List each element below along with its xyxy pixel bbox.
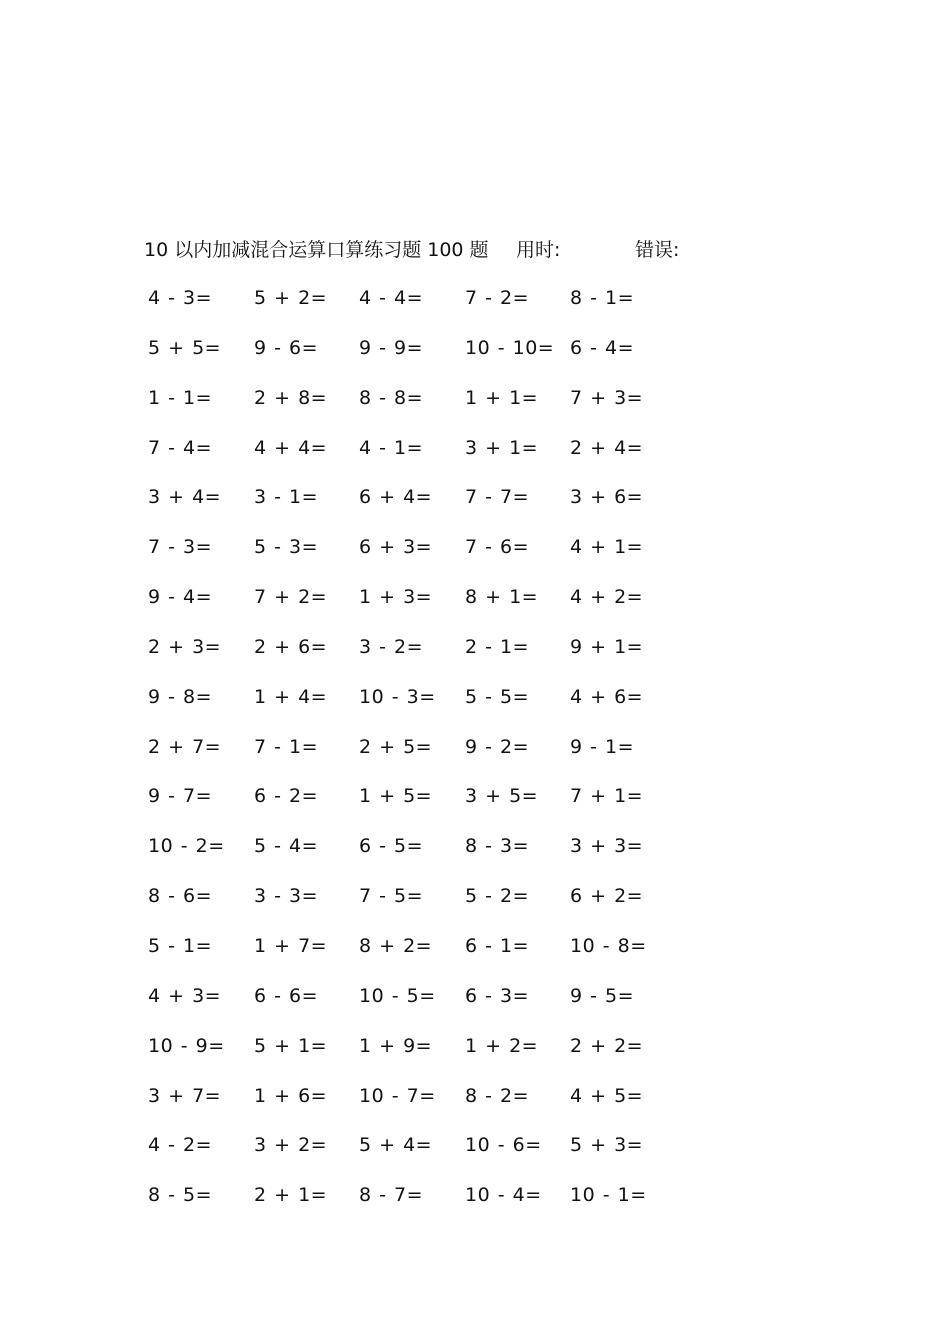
problem-item: 10 - 3=: [359, 685, 436, 708]
problem-item: 7 + 2=: [254, 586, 328, 609]
problem-item: 7 - 2=: [465, 287, 530, 309]
problem-item: 9 + 1=: [570, 635, 644, 658]
problem-item: 8 - 1=: [570, 287, 635, 309]
problem-item: 4 + 3=: [148, 984, 222, 1007]
problem-item: 3 + 1=: [465, 436, 539, 459]
problem-item: 3 + 6=: [570, 486, 644, 509]
problem-item: 2 + 5=: [359, 735, 433, 758]
problem-item: 3 - 2=: [359, 635, 424, 658]
problem-item: 3 + 2=: [254, 1134, 328, 1157]
problem-row: [148, 982, 688, 1032]
problem-item: 6 - 3=: [465, 984, 530, 1007]
problem-item: 1 + 9=: [359, 1034, 433, 1057]
problem-item: 1 + 3=: [359, 586, 433, 609]
problem-item: 9 - 4=: [148, 586, 213, 609]
problem-row: [148, 284, 688, 334]
problem-row: [148, 533, 688, 583]
problem-item: 8 + 2=: [359, 934, 433, 957]
problem-item: 10 - 2=: [148, 835, 225, 858]
problem-row: [148, 384, 688, 434]
time-used-label: 用时:: [516, 239, 561, 261]
problem-item: 6 + 4=: [359, 486, 433, 509]
problem-item: 9 - 7=: [148, 785, 213, 808]
problem-item: 3 + 7=: [148, 1084, 222, 1107]
problem-item: 4 - 2=: [148, 1134, 213, 1157]
problem-item: 1 + 2=: [465, 1034, 539, 1057]
problem-item: 4 + 2=: [570, 586, 644, 609]
problem-row: [148, 1032, 688, 1082]
problem-item: 5 - 3=: [254, 536, 319, 559]
problem-row: [148, 334, 688, 384]
problem-item: 5 - 4=: [254, 835, 319, 858]
problem-item: 10 - 1=: [570, 1184, 647, 1207]
problem-item: 6 - 2=: [254, 785, 319, 808]
problem-grid: [148, 284, 688, 1231]
problem-item: 6 + 3=: [359, 536, 433, 559]
problem-item: 7 - 6=: [465, 536, 530, 559]
problem-item: 9 - 5=: [570, 984, 635, 1007]
problem-item: 1 + 6=: [254, 1084, 328, 1107]
problem-item: 2 + 6=: [254, 635, 328, 658]
problem-item: 4 - 3=: [148, 287, 213, 309]
problem-item: 6 + 2=: [570, 885, 644, 908]
problem-row: [148, 583, 688, 633]
problem-item: 9 - 1=: [570, 735, 635, 758]
problem-item: 2 + 8=: [254, 386, 328, 409]
problem-item: 3 - 3=: [254, 885, 319, 908]
problem-item: 4 - 1=: [359, 436, 424, 459]
problem-row: [148, 782, 688, 832]
problem-item: 1 - 1=: [148, 386, 213, 409]
problem-item: 5 + 3=: [570, 1134, 644, 1157]
problem-item: 3 + 5=: [465, 785, 539, 808]
problem-item: 5 + 5=: [148, 336, 222, 359]
problem-item: 2 + 4=: [570, 436, 644, 459]
problem-row: [148, 1181, 688, 1231]
problem-item: 4 + 1=: [570, 536, 644, 559]
worksheet-title: 10 以内加减混合运算口算练习题 100 题: [144, 239, 489, 261]
problem-row: [148, 683, 688, 733]
problem-item: 5 - 5=: [465, 685, 530, 708]
problem-item: 10 - 6=: [465, 1134, 542, 1157]
problem-item: 10 - 9=: [148, 1034, 225, 1057]
problem-row: [148, 1131, 688, 1181]
problem-item: 5 + 1=: [254, 1034, 328, 1057]
problem-item: 2 + 2=: [570, 1034, 644, 1057]
problem-item: 8 - 8=: [359, 386, 424, 409]
problem-item: 10 - 8=: [570, 934, 647, 957]
errors-label: 错误:: [635, 239, 680, 261]
problem-item: 6 - 4=: [570, 336, 635, 359]
problem-item: 1 + 4=: [254, 685, 328, 708]
problem-item: 9 - 2=: [465, 735, 530, 758]
problem-item: 6 - 5=: [359, 835, 424, 858]
problem-item: 8 - 2=: [465, 1084, 530, 1107]
problem-item: 4 + 4=: [254, 436, 328, 459]
worksheet-header: [144, 236, 680, 264]
problem-row: [148, 1082, 688, 1132]
problem-item: 8 - 7=: [359, 1184, 424, 1207]
problem-item: 2 + 7=: [148, 735, 222, 758]
problem-item: 8 - 6=: [148, 885, 213, 908]
problem-row: [148, 633, 688, 683]
problem-item: 4 - 4=: [359, 287, 424, 309]
problem-item: 2 + 1=: [254, 1184, 328, 1207]
problem-item: 3 + 3=: [570, 835, 644, 858]
problem-item: 6 - 6=: [254, 984, 319, 1007]
problem-item: 5 - 2=: [465, 885, 530, 908]
problem-row: [148, 434, 688, 484]
problem-item: 1 + 1=: [465, 386, 539, 409]
problem-row: [148, 733, 688, 783]
problem-item: 3 + 4=: [148, 486, 222, 509]
problem-item: 5 + 4=: [359, 1134, 433, 1157]
problem-item: 2 - 1=: [465, 635, 530, 658]
problem-item: 8 + 1=: [465, 586, 539, 609]
problem-item: 8 - 3=: [465, 835, 530, 858]
problem-item: 9 - 8=: [148, 685, 213, 708]
problem-item: 7 + 3=: [570, 386, 644, 409]
problem-item: 6 - 1=: [465, 934, 530, 957]
problem-item: 7 - 1=: [254, 735, 319, 758]
problem-item: 5 + 2=: [254, 287, 328, 309]
problem-item: 7 + 1=: [570, 785, 644, 808]
problem-row: [148, 832, 688, 882]
problem-item: 8 - 5=: [148, 1184, 213, 1207]
problem-item: 3 - 1=: [254, 486, 319, 509]
problem-row: [148, 882, 688, 932]
problem-item: 4 + 6=: [570, 685, 644, 708]
problem-item: 10 - 7=: [359, 1084, 436, 1107]
problem-item: 9 - 6=: [254, 336, 319, 359]
problem-item: 10 - 4=: [465, 1184, 542, 1207]
problem-item: 2 + 3=: [148, 635, 222, 658]
problem-item: 4 + 5=: [570, 1084, 644, 1107]
problem-item: 5 - 1=: [148, 934, 213, 957]
problem-item: 1 + 7=: [254, 934, 328, 957]
problem-item: 10 - 10=: [465, 336, 555, 359]
problem-item: 7 - 7=: [465, 486, 530, 509]
problem-item: 7 - 3=: [148, 536, 213, 559]
problem-item: 7 - 4=: [148, 436, 213, 459]
problem-item: 10 - 5=: [359, 984, 436, 1007]
problem-item: 7 - 5=: [359, 885, 424, 908]
problem-row: [148, 932, 688, 982]
problem-item: 9 - 9=: [359, 336, 424, 359]
problem-item: 1 + 5=: [359, 785, 433, 808]
problem-row: [148, 483, 688, 533]
